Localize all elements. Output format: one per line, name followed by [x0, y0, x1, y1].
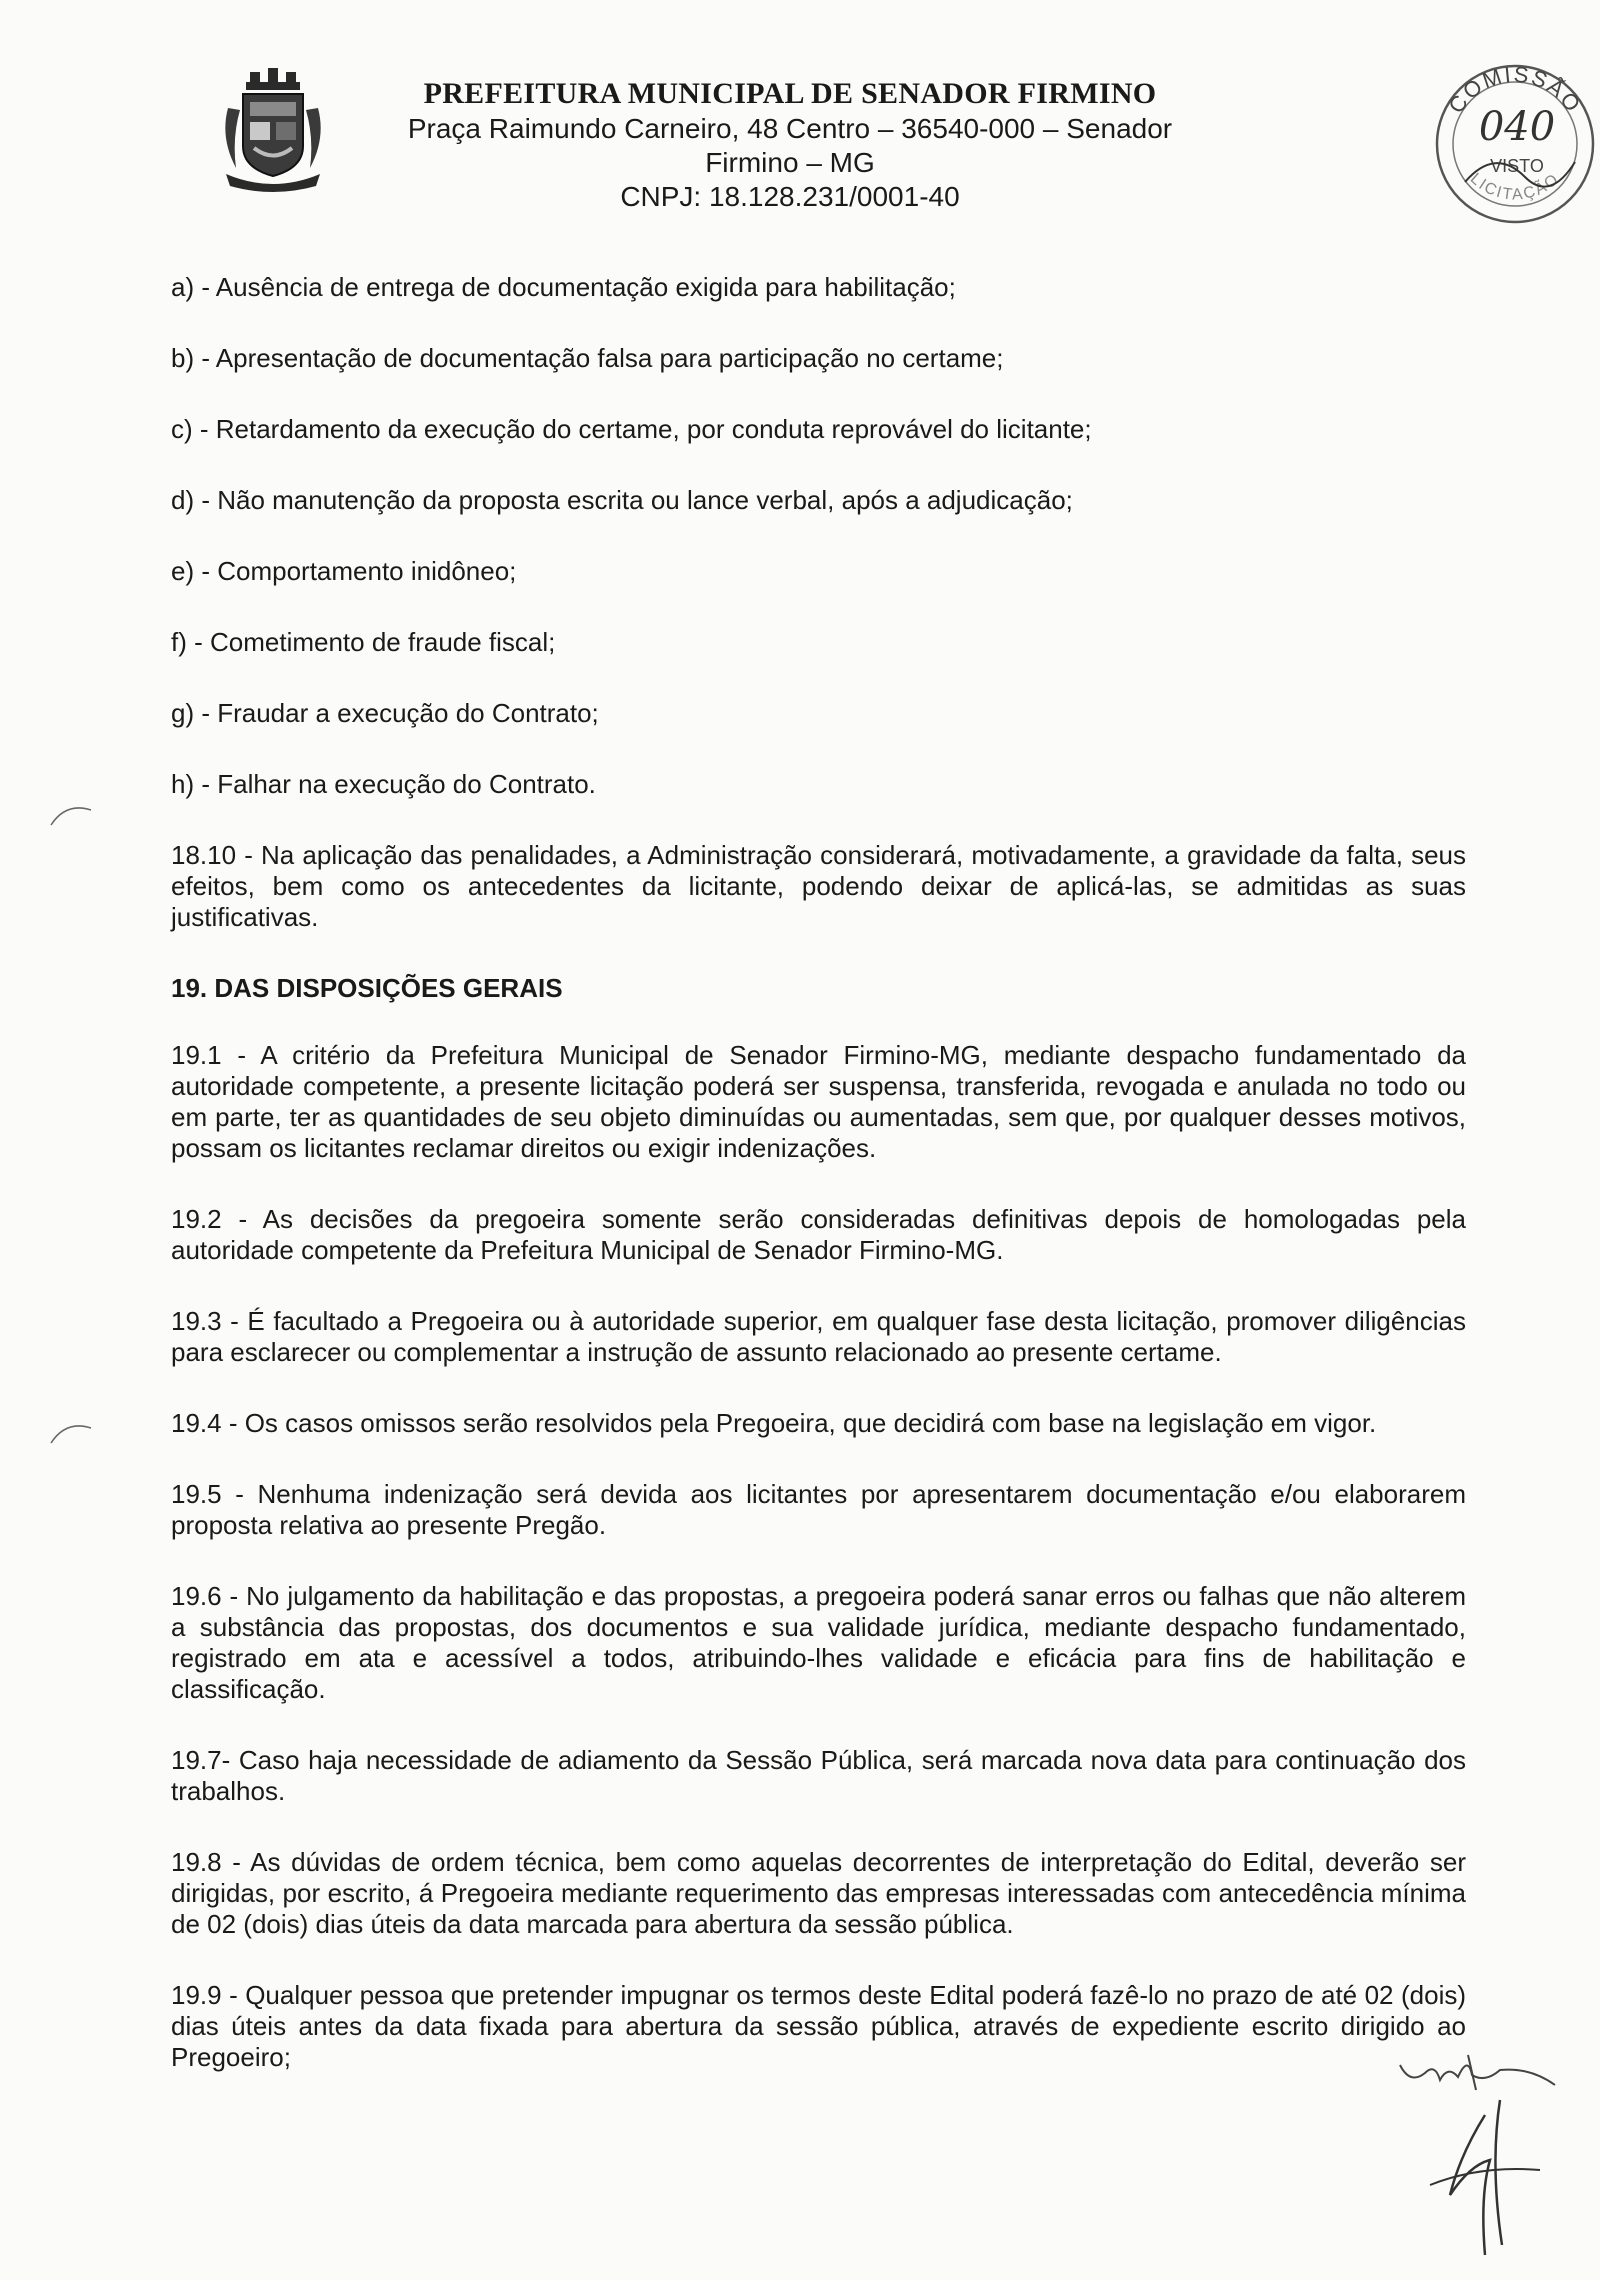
- letterhead: [0, 0, 1600, 240]
- stamp-number: 040: [1478, 104, 1556, 150]
- clause-19-8: 19.8 - As dúvidas de ordem técnica, bem como aquelas decorrentes de interpretação do Edital, deverão ser dirigidas, por escrito, á Pregoeira mediante requerimento das empresas interessadas com antecedência mínima de 02 (dois) dias úteis da data marcada para abertura da sessão pública.: [171, 1847, 1466, 1939]
- clause-19-4: 19.4 - Os casos omissos serão resolvidos pela Pregoeira, que decidirá com base na legislação em vigor.: [171, 1408, 1377, 1438]
- infraction-item: b) - Apresentação de documentação falsa para participação no certame;: [171, 343, 1004, 373]
- margin-punch-mark: [46, 1418, 96, 1448]
- municipal-coat-of-arms-icon: [218, 68, 328, 193]
- clause-19-1: 19.1 - A critério da Prefeitura Municipal de Senador Firmino-MG, mediante despacho fundamentado da autoridade competente, a presente licitação poderá ser suspensa, transferida, revogada e anulada no todo ou em parte, ter as quantidades de seu objeto diminuídas ou aumentadas, sem que, por qualquer desses motivos, possam os licitantes reclamar direitos ou exigir indenizações.: [171, 1040, 1466, 1163]
- clause-19-5: 19.5 - Nenhuma indenização será devida aos licitantes por apresentarem documentação e/ou elaborarem proposta relativa ao presente Pregão.: [171, 1479, 1466, 1540]
- clause-19-9: 19.9 - Qualquer pessoa que pretender impugnar os termos deste Edital poderá fazê-lo no prazo de até 02 (dois) dias úteis antes da data fixada para abertura da sessão pública, através de expediente escrito dirigido ao Pregoeiro;: [171, 1980, 1466, 2072]
- margin-punch-mark: [46, 800, 96, 830]
- infraction-item: f) - Cometimento de fraude fiscal;: [171, 627, 556, 657]
- clause-19-2: 19.2 - As decisões da pregoeira somente serão consideradas definitivas depois de homologadas pela autoridade competente da Prefeitura Municipal de Senador Firmino-MG.: [171, 1204, 1466, 1265]
- section-19-heading: 19. DAS DISPOSIÇÕES GERAIS: [171, 973, 563, 1003]
- clause-18-10: 18.10 - Na aplicação das penalidades, a Administração considerará, motivadamente, a gravidade da falta, seus efeitos, bem como os antecedentes da licitante, podendo deixar de aplicá-las, se admitidas as suas justificativas.: [171, 840, 1466, 932]
- infraction-item: h) - Falhar na execução do Contrato.: [171, 769, 596, 799]
- stamp-top-text: COMISSÃO: [1443, 61, 1587, 118]
- commission-stamp: [1425, 52, 1600, 237]
- infraction-item: g) - Fraudar a execução do Contrato;: [171, 698, 599, 728]
- clause-19-7: 19.7- Caso haja necessidade de adiamento da Sessão Pública, será marcada nova data para continuação dos trabalhos.: [171, 1745, 1466, 1806]
- infraction-item: a) - Ausência de entrega de documentação exigida para habilitação;: [171, 272, 956, 302]
- infraction-item: d) - Não manutenção da proposta escrita ou lance verbal, após a adjudicação;: [171, 485, 1073, 515]
- handwritten-signature-icon: [1390, 2045, 1580, 2265]
- municipality-title: PREFEITURA MUNICIPAL DE SENADOR FIRMINO: [423, 77, 1157, 110]
- municipality-address: Praça Raimundo Carneiro, 48 Centro – 36540-000 – Senador Firmino – MG: [407, 113, 1173, 178]
- stamp-bottom-text: LICITAÇÃO: [1466, 170, 1564, 204]
- clause-19-6: 19.6 - No julgamento da habilitação e das propostas, a pregoeira poderá sanar erros ou falhas que não alterem a substância das propostas, dos documentos e sua validade jurídica, mediante despacho fundamentado, registrado em ata e acessível a todos, atribuindo-lhes validade e eficácia para fins de habilitação e classificação.: [171, 1581, 1466, 1704]
- document-body: [171, 272, 1466, 2113]
- stamp-label: VISTO: [1490, 156, 1544, 176]
- clause-19-3: 19.3 - É facultado a Pregoeira ou à autoridade superior, em qualquer fase desta licitação, promover diligências para esclarecer ou complementar a instrução de assunto relacionado ao presente certame.: [171, 1306, 1466, 1367]
- infraction-item: e) - Comportamento inidôneo;: [171, 556, 517, 586]
- municipality-cnpj: CNPJ: 18.128.231/0001-40: [620, 181, 960, 212]
- infraction-item: c) - Retardamento da execução do certame, por conduta reprovável do licitante;: [171, 414, 1092, 444]
- letterhead-text: [380, 76, 1200, 214]
